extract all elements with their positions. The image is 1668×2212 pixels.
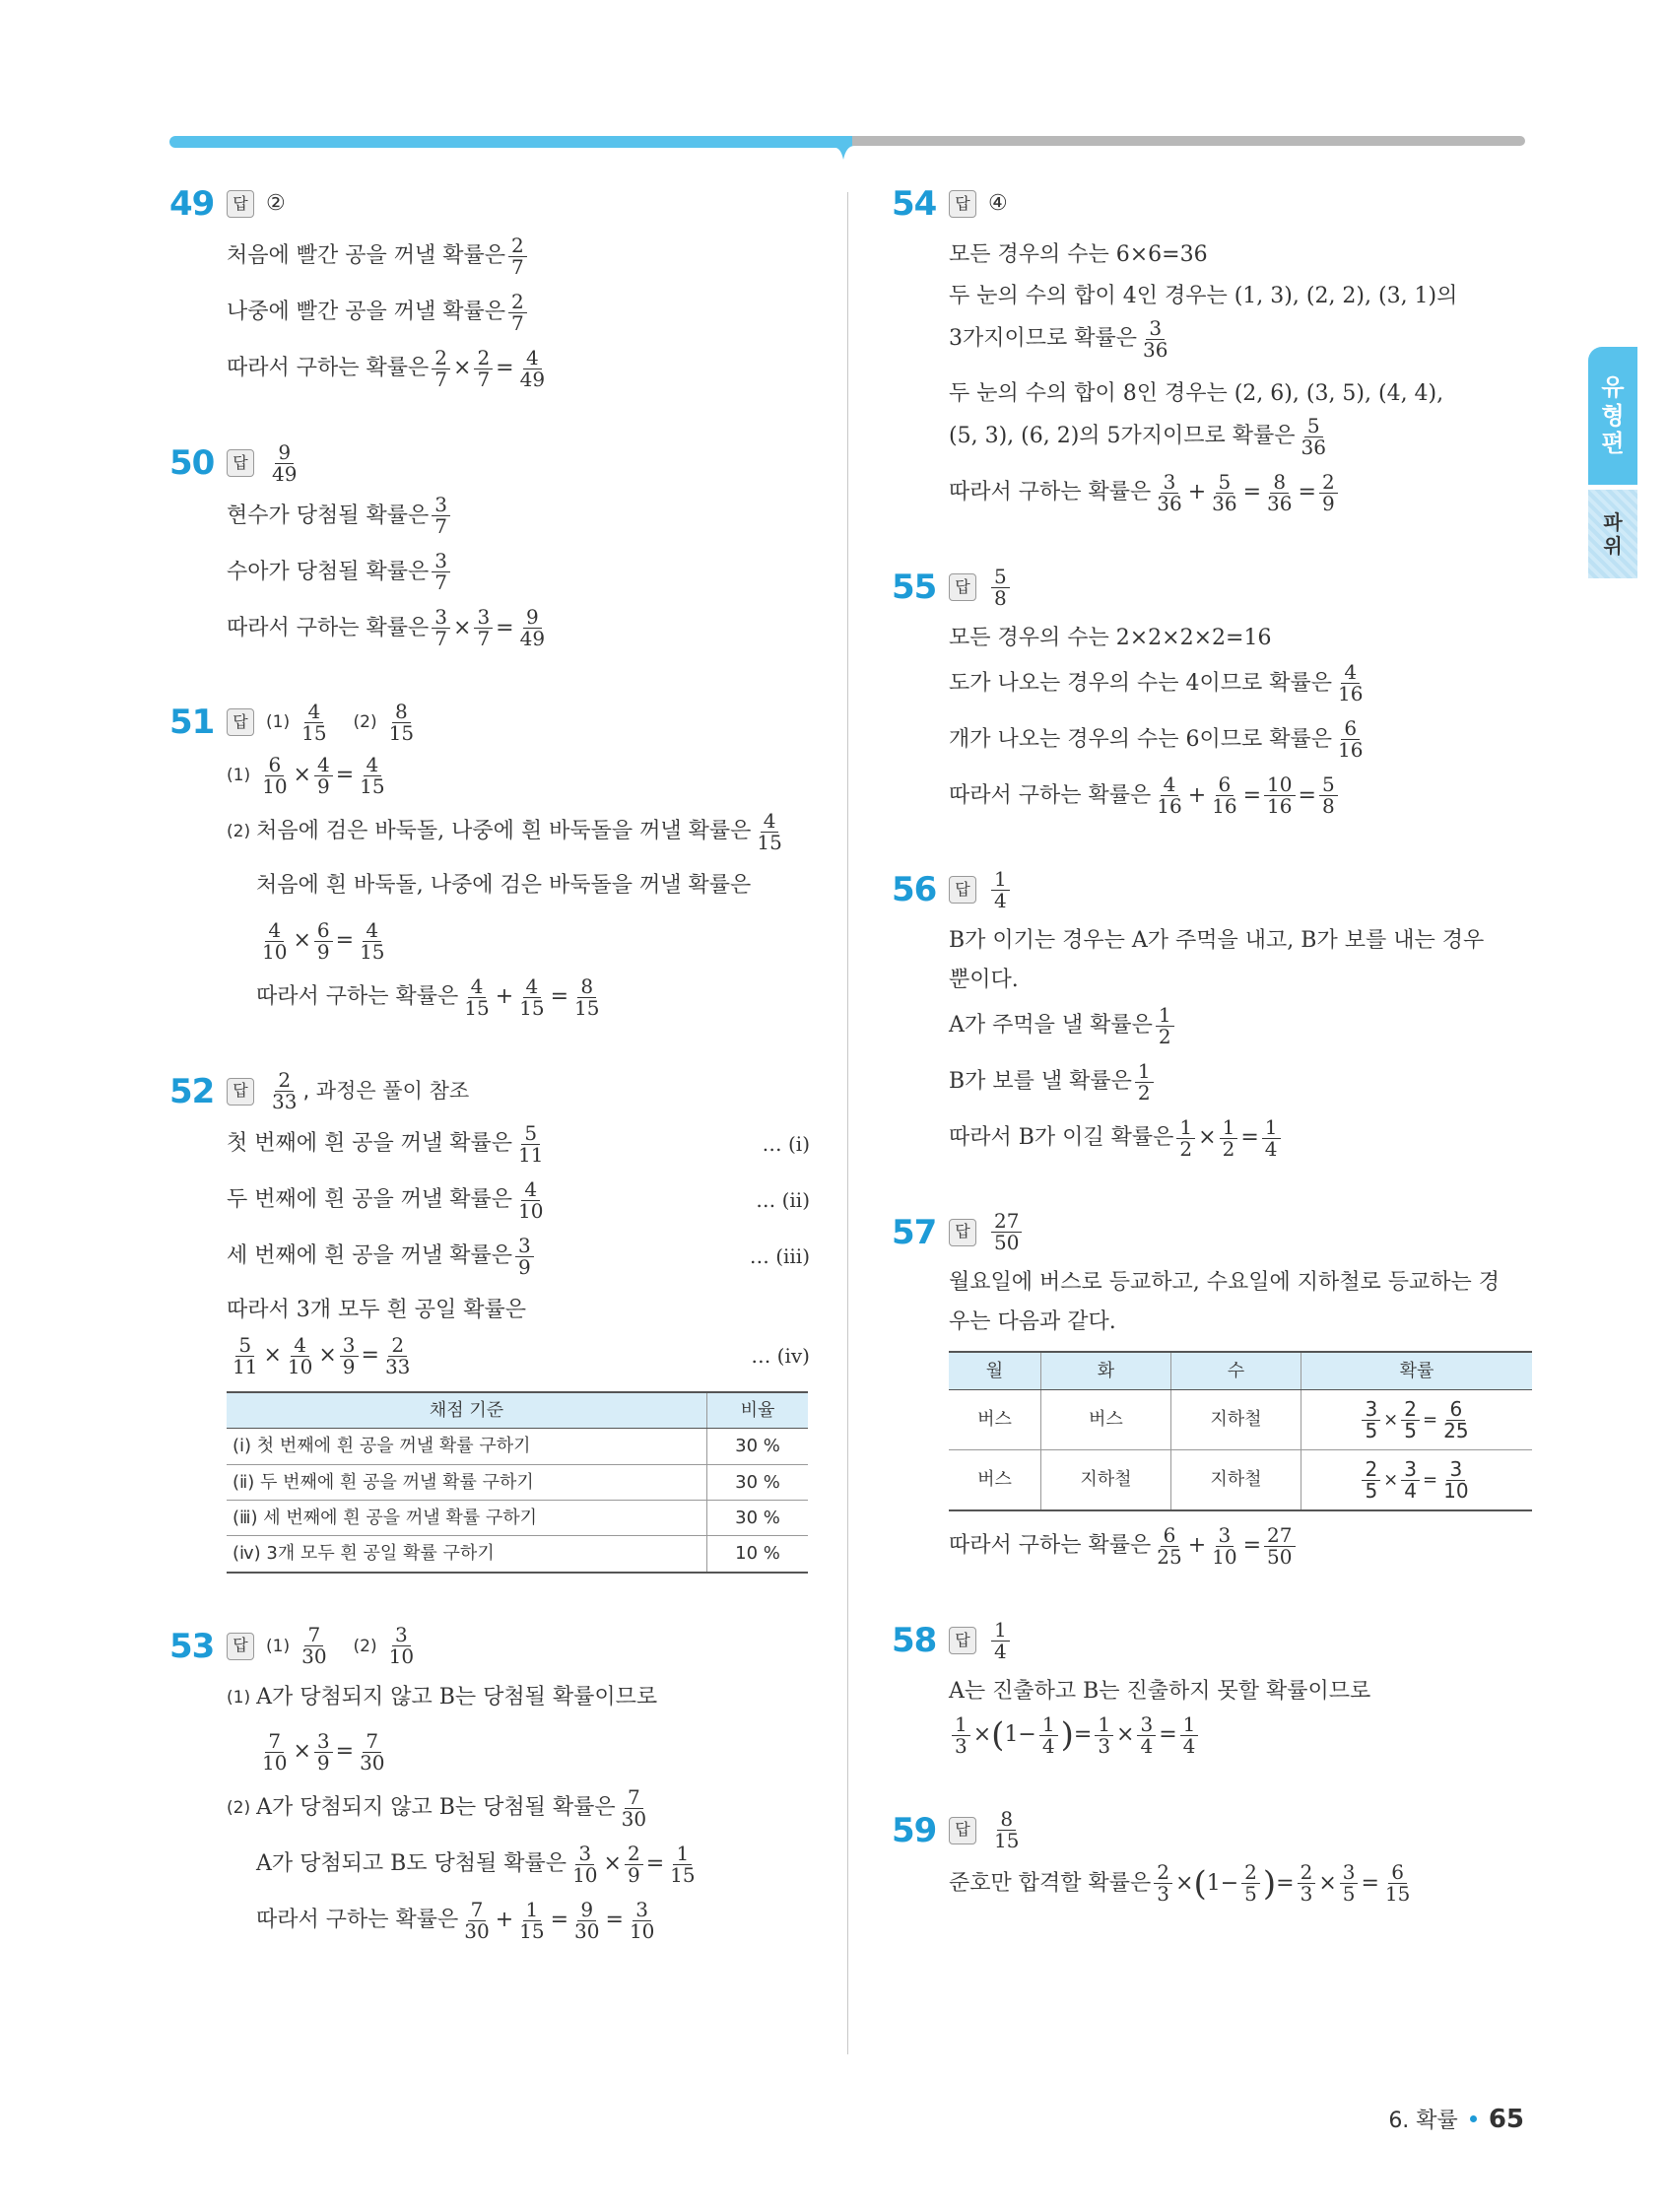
problem-number: 56 [892, 870, 937, 910]
solution-text: 뿐이다. [949, 968, 1019, 993]
solution-line [949, 235, 1532, 275]
sub-label: (2) [227, 822, 251, 842]
solution-line: 3가지이므로 확률은 $\frac{3}{36}$ [949, 316, 1168, 363]
table-header: 월 [949, 1352, 1040, 1390]
step-mark: … (ⅰ) [762, 1132, 810, 1157]
solution-text: 처음에 흰 바둑돌, 나중에 검은 바둑돌을 꺼낼 확률은 [256, 873, 752, 899]
problem-number: 57 [892, 1212, 937, 1252]
cases-table [949, 1351, 1532, 1511]
header-bar-right [852, 136, 1525, 146]
problem-number: 55 [892, 568, 937, 608]
tab-char: 위 [1603, 534, 1623, 558]
solution-text: 따라서 구하는 확률은 [227, 615, 430, 640]
solution-text: 수아가 당첨될 확률은 [227, 559, 430, 584]
solution-text: 개가 나오는 경우의 수는 6이므로 확률은 [949, 726, 1332, 752]
table-cell: 지하철 [1170, 1450, 1301, 1511]
sub-label: (2) [227, 1798, 251, 1819]
answer-note: , 과정은 풀이 참조 [302, 1079, 470, 1103]
problem-number: 50 [169, 443, 215, 484]
page-number: 65 [1488, 2104, 1524, 2134]
solution-line: 현수가 당첨될 확률은 $\frac{3}{7}$ [227, 495, 810, 537]
chapter-label: 6. 확률 [1388, 2109, 1458, 2133]
solution-text: 세 번째에 흰 공을 꺼낼 확률은 [227, 1242, 512, 1268]
answer-icon: 답 [949, 190, 976, 218]
page-footer [1388, 2104, 1524, 2134]
table-row [949, 1390, 1532, 1450]
table-cell: (ⅱ) 두 번째에 흰 공을 꺼낼 확률 구하기 [227, 1464, 707, 1500]
solution-text: 모든 경우의 수는 2×2×2×2=16 [949, 626, 1272, 651]
solution-line: A가 주먹을 낼 확률은 $\frac{1}{2}$ [949, 1005, 1532, 1047]
solution-line: $\frac{5}{11}$ × $\frac{4}{10}$ × $\frac{3}{9}$ = $\frac{2}{33}$ … (ⅳ) [233, 1332, 810, 1378]
problem-number: 52 [169, 1071, 215, 1111]
sub-label: (1) [227, 1687, 251, 1708]
solution-text: 도가 나오는 경우의 수는 4이므로 확률은 [949, 670, 1332, 696]
sub-label: (1) [266, 1636, 291, 1656]
solution-line [949, 1264, 1532, 1304]
table-header: 화 [1040, 1352, 1170, 1390]
tab-char: 유 [1601, 372, 1625, 401]
header-bar-left [169, 136, 839, 148]
table-cell: $\frac{3}{5}$ × $\frac{2}{5}$ = $\frac{6}{25}$ [1301, 1390, 1533, 1450]
problem-50: 50 답 $\frac{9}{49}$ 현수가 당첨될 확률은 $\frac{3}{7}$ 수아가 당첨될 확률은 $\frac{3}{7}$ 따라서 구하는 확률은 $\frac{3}{7}$ × $\frac{3}{7}$ = $\frac{9}{49}$ [169, 441, 810, 649]
solution-text: 따라서 구하는 확률은 [949, 782, 1152, 808]
solution-line: 따라서 구하는 확률은 $\frac{2}{7}$ × $\frac{2}{7}$ = $\frac{4}{49}$ [227, 346, 546, 392]
solution-line: 나중에 빨간 공을 꺼낼 확률은 $\frac{2}{7}$ [227, 292, 810, 334]
solution-text: A는 진출하고 B는 진출하지 못할 확률이므로 [949, 1679, 1371, 1705]
table-cell: $\frac{2}{5}$ × $\frac{3}{4}$ = $\frac{3}{10}$ [1301, 1450, 1533, 1511]
solution-line: $\frac{7}{10}$ × $\frac{3}{9}$ = $\frac{7}{30}$ [262, 1728, 385, 1775]
solution-line: A가 당첨되고 B도 당첨될 확률은 $\frac{3}{10}$ × $\frac{2}{9}$ = $\frac{1}{15}$ [256, 1841, 696, 1887]
table-row [949, 1450, 1532, 1511]
solution-line: $\frac{4}{10}$ × $\frac{6}{9}$ = $\frac{4}{15}$ [262, 917, 385, 964]
solution-text: 따라서 구하는 확률은 [949, 480, 1152, 505]
solution-text: A가 주먹을 낼 확률은 [949, 1012, 1153, 1038]
table-cell: 30 % [707, 1429, 809, 1464]
table-header: 비율 [707, 1392, 809, 1429]
step-mark: … (ⅲ) [749, 1244, 810, 1269]
solution-line: 따라서 구하는 확률은 $\frac{4}{16}$ + $\frac{6}{16}$ = $\frac{10}{16}$ = $\frac{5}{8}$ [949, 774, 1532, 817]
table-cell: 지하철 [1170, 1390, 1301, 1450]
answer-icon: 답 [227, 449, 254, 477]
problem-number: 59 [892, 1810, 937, 1850]
table-cell: (ⅲ) 세 번째에 흰 공을 꺼낼 확률 구하기 [227, 1500, 707, 1535]
solution-line: (2) A가 당첨되지 않고 B는 당첨될 확률은 $\frac{7}{30}$ [227, 1784, 647, 1831]
header-bar-notch [833, 136, 854, 160]
table-header: 수 [1170, 1352, 1301, 1390]
solution-text: 현수가 당첨될 확률은 [227, 503, 430, 528]
sub-label: (2) [353, 1636, 377, 1656]
solution-text: A가 당첨되지 않고 B는 당첨될 확률이므로 [256, 1684, 658, 1709]
step-mark: … (ⅱ) [756, 1188, 810, 1213]
answer-icon: 답 [949, 1219, 976, 1246]
solution-text: B가 보를 낼 확률은 [949, 1068, 1132, 1094]
answer: ④ [988, 190, 1008, 216]
solution-text: 나중에 빨간 공을 꺼낼 확률은 [227, 300, 505, 325]
solution-text: 월요일에 버스로 등교하고, 수요일에 지하철로 등교하는 경 [949, 1270, 1501, 1296]
solution-line: (2) 처음에 검은 바둑돌, 나중에 흰 바둑돌을 꺼낼 확률은 $\frac{4}{15}$ [227, 808, 782, 854]
tab-char: 파 [1603, 510, 1623, 534]
problem-52: 52 답 $\frac{2}{33}$ , 과정은 풀이 참조 첫 번째에 흰 공을 꺼낼 확률은 $\frac{5}{11}$ … (ⅰ) 두 번째에 흰 공을 꺼낼 확률은 $\frac{4}{10}$ … (ⅱ) 세 번째에 흰 공을 꺼낼 확률은 $\frac{3}{9}$ … (ⅲ) 따라서 3개 모두 흰 공일 확률은 $\frac{5}{11}$ × $\frac{4}{10}$ × $\frac{3}{9}$ = $\frac{2}{33}$ … (ⅳ) 채점 기준 비율 (ⅰ) 첫 번째에 흰 공을 꺼낼 확률 구하기 30 % (ⅱ) 두 번째에 흰 공을 꺼낼 확률 구하기 30 % (ⅲ) 세 번째에 흰 공을 꺼낼 확률 구하기 30 % (ⅳ) 3개 모두 흰 공일 확률 구하기 10 % [169, 1070, 810, 1574]
step-mark: … (ⅳ) [751, 1344, 810, 1369]
solution-line [227, 1678, 810, 1717]
answer-icon: 답 [949, 573, 976, 601]
solution-text: 따라서 구하는 확률은 [256, 983, 459, 1009]
table-cell: 지하철 [1040, 1450, 1170, 1511]
tab-char: 형 [1601, 401, 1625, 430]
problem-53: 53 답 (1) $\frac{7}{30}$ (2) $\frac{3}{10}$ (1) A가 당첨되지 않고 B는 당첨될 확률이므로 $\frac{7}{10}$ × $\frac{3}{9}$ = $\frac{7}{30}$ (2) A가 당첨되지 않고 B는 당첨될 확률은 $\frac{7}{30}$ A가 당첨되고 B도 당첨될 확률은 $\frac{3}{10}$ × $\frac{2}{9}$ = $\frac{1}{15}$ 따라서 구하는 확률은 $\frac{7}{30}$ + $\frac{1}{15}$ = $\frac{9}{30}$ = $\frac{3}{10}$ [169, 1625, 810, 1942]
answer-icon: 답 [227, 1078, 254, 1106]
solution-line: 따라서 구하는 확률은 $\frac{6}{25}$ + $\frac{3}{10}$ = $\frac{27}{50}$ [949, 1525, 1532, 1568]
tab-char: 편 [1601, 430, 1625, 458]
solution-line: 따라서 구하는 확률은 $\frac{7}{30}$ + $\frac{1}{15}$ = $\frac{9}{30}$ = $\frac{3}{10}$ [256, 1897, 655, 1943]
solution-text: A가 당첨되지 않고 B는 당첨될 확률은 [256, 1795, 616, 1821]
problem-56: 56 답 $\frac{1}{4}$ B가 이기는 경우는 A가 주먹을 내고, B가 보를 내는 경우 뿐이다. A가 주먹을 낼 확률은 $\frac{1}{2}$ B가 보를 낼 확률은 $\frac{1}{2}$ 따라서 B가 이길 확률은 $\frac{1}{2}$ × $\frac{1}{2}$ = $\frac{1}{4}$ [892, 868, 1532, 1159]
table-cell: (ⅰ) 첫 번째에 흰 공을 꺼낼 확률 구하기 [227, 1429, 707, 1464]
solution-text: 따라서 구하는 확률은 [227, 356, 430, 381]
solution-text: 두 눈의 수의 합이 4인 경우는 (1, 3), (2, 2), (3, 1)의 [949, 283, 1458, 308]
table-header: 확률 [1301, 1352, 1533, 1390]
grading-table [227, 1391, 808, 1574]
table-cell: 버스 [949, 1450, 1040, 1511]
solution-text: 3가지이므로 확률은 [949, 326, 1138, 352]
solution-text: B가 이기는 경우는 A가 주먹을 내고, B가 보를 내는 경우 [949, 928, 1485, 954]
solution-text: 처음에 빨간 공을 꺼낼 확률은 [227, 243, 505, 269]
problem-number: 49 [169, 184, 215, 224]
sub-label: (2) [353, 712, 377, 733]
solution-text: 준호만 합격할 확률은 [949, 1870, 1152, 1896]
problem-number: 53 [169, 1626, 215, 1666]
solution-line: (5, 3), (6, 2)의 5가지이므로 확률은 $\frac{5}{36}$ [949, 414, 1326, 460]
solution-line: 따라서 구하는 확률은 $\frac{3}{36}$ + $\frac{5}{36}$ = $\frac{8}{36}$ = $\frac{2}{9}$ [949, 472, 1532, 514]
solution-line: $\frac{1}{3}$ × ( 1− $\frac{1}{4}$ ) = $\frac{1}{3}$ × $\frac{3}{4}$ = $\frac{1}{4}$ [949, 1713, 1532, 1757]
solution-line: 도가 나오는 경우의 수는 4이므로 확률은 $\frac{4}{16}$ [949, 660, 1364, 706]
answer-icon: 답 [227, 708, 254, 736]
problem-58: 58 답 $\frac{1}{4}$ A는 진출하고 B는 진출하지 못할 확률이므로 $\frac{1}{3}$ × ( 1− $\frac{1}{4}$ ) = $\frac{1}{3}$ × $\frac{3}{4}$ = $\frac{1}{4}$ [892, 1619, 1532, 1757]
solution-text: 처음에 검은 바둑돌, 나중에 흰 바둑돌을 꺼낼 확률은 [256, 818, 752, 843]
problem-51: 51 답 (1) $\frac{4}{15}$ (2) $\frac{8}{15}$ (1) $\frac{6}{10}$ × $\frac{4}{9}$ = $\frac{4}{15}$ (2) 처음에 검은 바둑돌, 나중에 흰 바둑돌을 꺼낼 확률은 $\frac{4}{15}$ 처음에 흰 바둑돌, 나중에 검은 바둑돌을 꺼낼 확률은 $\frac{4}{10}$ × $\frac{6}{9}$ = $\frac{4}{15}$ 따라서 구하는 확률은 $\frac{4}{15}$ + $\frac{4}{15}$ = $\frac{8}{15}$ [169, 701, 810, 1018]
problem-number: 58 [892, 1621, 937, 1661]
answer-icon: 답 [949, 1817, 976, 1844]
left-column [169, 182, 810, 1993]
table-header: 채점 기준 [227, 1392, 707, 1429]
solution-line [227, 1292, 810, 1331]
problem-49 [169, 182, 810, 390]
solution-text: 두 번째에 흰 공을 꺼낼 확률은 [227, 1186, 512, 1212]
solution-text: A가 당첨되고 B도 당첨될 확률은 [256, 1851, 567, 1877]
problem-number: 51 [169, 703, 215, 743]
solution-line [949, 619, 1532, 658]
table-cell: 30 % [707, 1464, 809, 1500]
sub-label: (1) [227, 766, 251, 786]
solution-line: (1) $\frac{6}{10}$ × $\frac{4}{9}$ = $\frac{4}{15}$ [227, 752, 385, 798]
solution-text: 따라서 3개 모두 흰 공일 확률은 [227, 1298, 526, 1323]
solution-line [949, 962, 1532, 1001]
problem-59: 59 답 $\frac{8}{15}$ 준호만 합격할 확률은 $\frac{2}{3}$ × ( 1− $\frac{2}{5}$ ) = $\frac{2}{3}$ × $\frac{3}{5}$ = $\frac{6}{15}$ [892, 1809, 1532, 1906]
solution-text: 따라서 B가 이길 확률은 [949, 1124, 1174, 1150]
problem-54 [892, 182, 1532, 514]
solution-line: 준호만 합격할 확률은 $\frac{2}{3}$ × ( 1− $\frac{2}{5}$ ) = $\frac{2}{3}$ × $\frac{3}{5}$ = $\frac{6}{15}$ [949, 1860, 1411, 1907]
solution-line: 따라서 B가 이길 확률은 $\frac{1}{2}$ × $\frac{1}{2}$ = $\frac{1}{4}$ [949, 1117, 1532, 1160]
side-tab-type[interactable] [1588, 347, 1637, 485]
solution-line: 수아가 당첨될 확률은 $\frac{3}{7}$ [227, 551, 810, 593]
solution-text: 첫 번째에 흰 공을 꺼낼 확률은 [227, 1130, 512, 1156]
solution-line: B가 보를 낼 확률은 $\frac{1}{2}$ [949, 1061, 1532, 1104]
solution-text: (5, 3), (6, 2)의 5가지이므로 확률은 [949, 424, 1296, 449]
solution-line: 첫 번째에 흰 공을 꺼낼 확률은 $\frac{5}{11}$ … (ⅰ) [227, 1120, 810, 1167]
solution-line [949, 922, 1532, 962]
table-row [227, 1464, 808, 1500]
table-row [227, 1429, 808, 1464]
answer-icon: 답 [949, 876, 976, 904]
solution-line: 두 번째에 흰 공을 꺼낼 확률은 $\frac{4}{10}$ … (ⅱ) [227, 1176, 810, 1223]
solution-text: 우는 다음과 같다. [949, 1309, 1116, 1335]
problem-number: 54 [892, 184, 937, 224]
answer: ② [266, 190, 286, 216]
problem-57: 57 답 $\frac{27}{50}$ 월요일에 버스로 등교하고, 수요일에 지하철로 등교하는 경 우는 다음과 같다. 월 화 수 확률 버스 버스 지하철 $\frac{3}{5}$ × $\frac{2}{5}$ = $\frac{6}{25}$ 버스 지하철 지하철 $\frac{2}{5}$ × $\frac{3}{4}$ = $\frac{3}{10}$ 따라서 구하는 확률은 $\frac{6}{25}$ + $\frac{3}{10}$ = $\frac{27}{50}$ [892, 1211, 1532, 1569]
table-row [227, 1536, 808, 1573]
solution-line: 따라서 구하는 확률은 $\frac{3}{7}$ × $\frac{3}{7}$ = $\frac{9}{49}$ [227, 605, 546, 651]
solution-text: 두 눈의 수의 합이 8인 경우는 (2, 6), (3, 5), (4, 4), [949, 380, 1444, 406]
table-cell: 10 % [707, 1536, 809, 1573]
column-divider [847, 192, 848, 2054]
solution-text: 따라서 구하는 확률은 [949, 1533, 1152, 1559]
solution-line: 세 번째에 흰 공을 꺼낼 확률은 $\frac{3}{9}$ … (ⅲ) [227, 1233, 810, 1279]
table-cell: 버스 [1040, 1390, 1170, 1450]
sub-label: (1) [266, 712, 291, 733]
solution-line: 처음에 빨간 공을 꺼낼 확률은 $\frac{2}{7}$ [227, 235, 810, 278]
solution-text: 따라서 구하는 확률은 [256, 1908, 459, 1933]
side-tab[interactable] [1588, 347, 1639, 583]
table-cell: 30 % [707, 1500, 809, 1535]
right-column [892, 182, 1532, 1957]
solution-line [949, 1672, 1532, 1711]
solution-text: 모든 경우의 수는 6×6=36 [949, 241, 1208, 267]
answer-icon: 답 [227, 190, 254, 218]
side-tab-power[interactable] [1588, 490, 1637, 578]
table-cell: (ⅳ) 3개 모두 흰 공일 확률 구하기 [227, 1536, 707, 1573]
footer-dot-icon [1470, 2115, 1477, 2122]
solution-line: 개가 나오는 경우의 수는 6이므로 확률은 $\frac{6}{16}$ [949, 716, 1364, 763]
solution-line [949, 277, 1532, 316]
solution-line [949, 1304, 1532, 1343]
solution-line: 따라서 구하는 확률은 $\frac{4}{15}$ + $\frac{4}{15}$ = $\frac{8}{15}$ [256, 973, 600, 1020]
solution-line [256, 867, 810, 906]
solution-line [949, 374, 1532, 414]
table-cell: 버스 [949, 1390, 1040, 1450]
table-row [227, 1500, 808, 1535]
problem-55: 55 답 $\frac{5}{8}$ 모든 경우의 수는 2×2×2×2=16 도가 나오는 경우의 수는 4이므로 확률은 $\frac{4}{16}$ 개가 나오는 경우의 수는 6이므로 확률은 $\frac{6}{16}$ 따라서 구하는 확률은 $\frac{4}{16}$ + $\frac{6}{16}$ = $\frac{10}{16}$ = $\frac{5}{8}$ [892, 566, 1532, 817]
answer-icon: 답 [227, 1633, 254, 1660]
answer-icon: 답 [949, 1627, 976, 1654]
